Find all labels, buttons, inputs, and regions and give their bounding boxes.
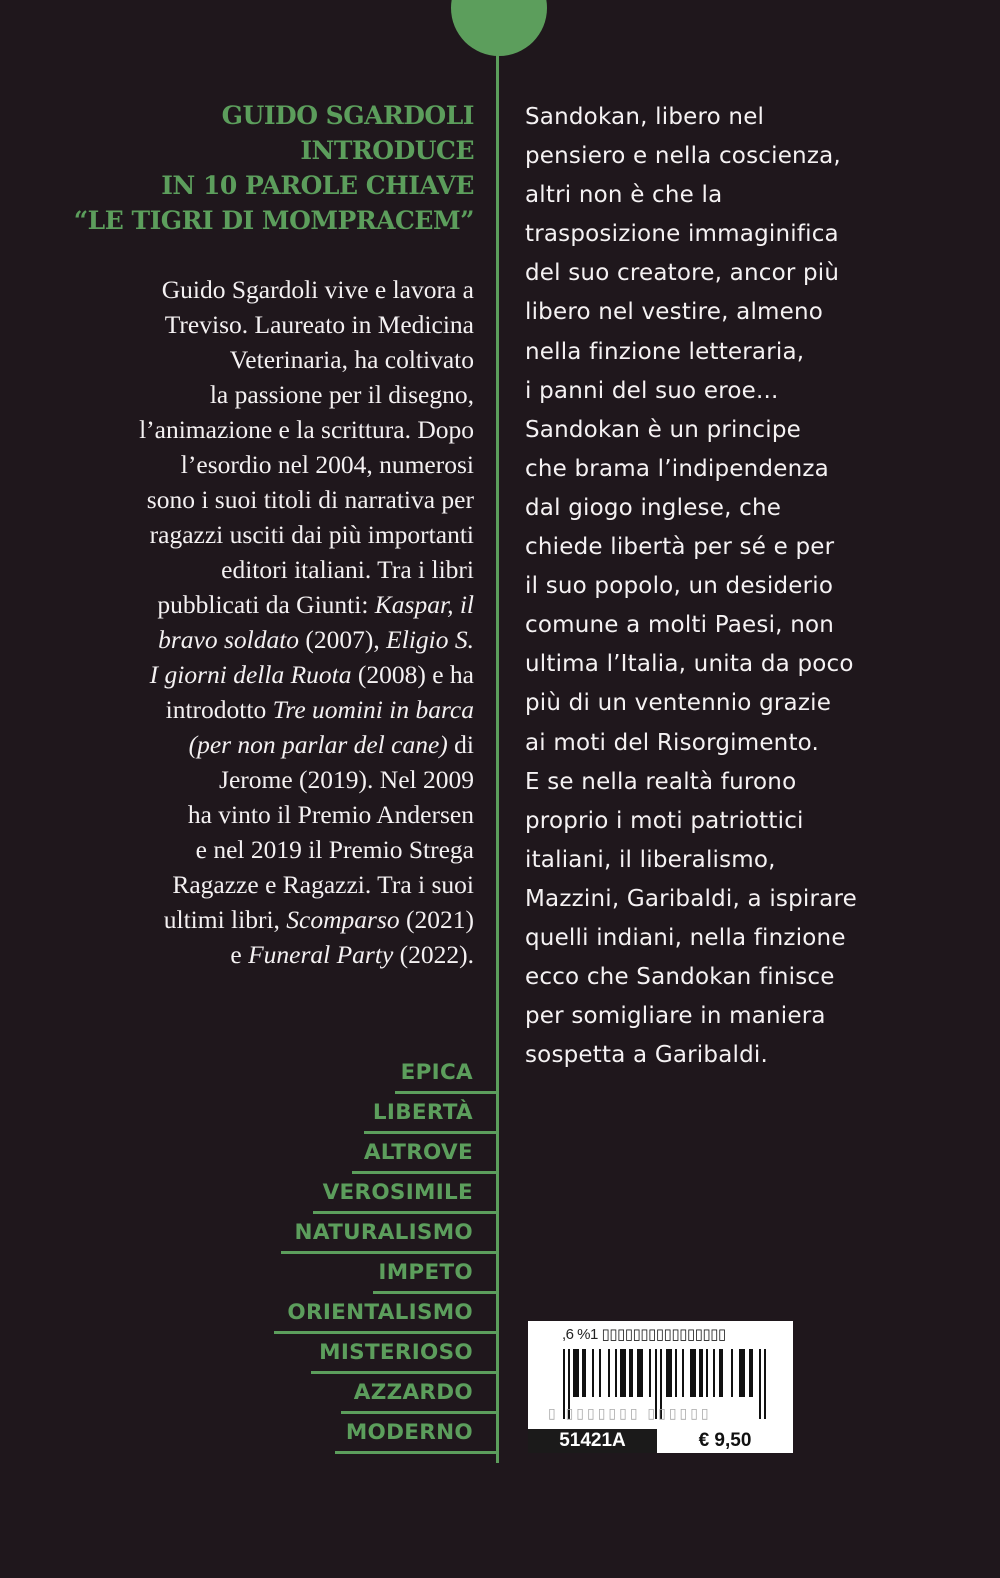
keyword-item [199, 1375, 499, 1415]
description-line: il suo popolo, un desiderio [525, 573, 834, 600]
keyword-underline [341, 1411, 499, 1414]
barcode-panel [528, 1321, 793, 1429]
keyword-underline [352, 1171, 499, 1174]
keyword-label: MISTERIOSO [319, 1340, 473, 1365]
bio-text: pubblicati da Giunti: [157, 590, 375, 619]
keyword-label: EPICA [400, 1060, 473, 1085]
description-line: italiani, il liberalismo, [525, 846, 776, 873]
heading-line: “LE TIGRI DI MOMPRACEM” [73, 206, 474, 235]
bio-line: ha vinto il Premio Andersen [187, 800, 474, 829]
bio-line [54, 727, 474, 762]
bio-text: introdotto [165, 695, 273, 724]
bio-text: (2021) [399, 905, 474, 934]
keyword-underline [395, 1091, 499, 1094]
description-line: più di un ventennio grazie [525, 690, 832, 717]
bio-line: l’esordio nel 2004, numerosi [180, 450, 474, 479]
book-title: Eligio S. [386, 625, 474, 654]
bio-line [54, 937, 474, 972]
keyword-item [199, 1055, 499, 1095]
barcode-top-text: ,6 %1 ▯▯▯▯▯▯▯▯▯▯▯▯▯▯▯▯ [562, 1326, 726, 1343]
bio-line: Ragazze e Ragazzi. Tra i suoi [172, 870, 474, 899]
keyword-label: AZZARDO [353, 1380, 473, 1405]
bio-line [54, 657, 474, 692]
description-line: E se nella realtà furono [525, 768, 797, 795]
author-bio [54, 272, 474, 972]
bio-line: Guido Sgardoli vive e lavora a [161, 275, 474, 304]
bio-line: ragazzi usciti dai più importanti [149, 520, 474, 549]
bio-text: (2022). [393, 940, 474, 969]
bio-line: Veterinaria, ha coltivato [229, 345, 474, 374]
description-line: libero nel vestire, almeno [525, 299, 824, 326]
description-line: trasposizione immaginifica [525, 221, 839, 248]
description-line: pensiero e nella coscienza, [525, 143, 841, 170]
bio-line: e nel 2019 il Premio Strega [195, 835, 474, 864]
description-line: Sandokan, libero nel [525, 104, 765, 130]
description-line: del suo creatore, ancor più [525, 260, 840, 287]
book-title: Scomparso [286, 905, 400, 934]
bio-text: (2007), [299, 625, 387, 654]
keyword-label: ALTROVE [363, 1140, 473, 1165]
description-line: nella finzione letteraria, [525, 338, 805, 365]
heading-line: INTRODUCE [300, 136, 474, 165]
bio-text: di [447, 730, 474, 759]
book-description [525, 98, 945, 1075]
book-title: Kaspar, il [374, 590, 474, 619]
keyword-item [199, 1095, 499, 1135]
description-line: che brama l’indipendenza [525, 455, 829, 482]
description-line: quelli indiani, nella finzione [525, 924, 846, 951]
product-code: 51421A [528, 1429, 657, 1453]
price-label: € 9,50 [657, 1429, 793, 1453]
keyword-label: VEROSIMILE [322, 1180, 473, 1205]
keyword-label: IMPETO [378, 1260, 473, 1285]
keyword-underline [364, 1131, 499, 1134]
heading-line: GUIDO SGARDOLI [221, 101, 474, 130]
description-line: Mazzini, Garibaldi, a ispirare [525, 885, 857, 912]
heading-line: IN 10 PAROLE CHIAVE [161, 171, 474, 200]
book-title: (per non parlar del cane) [188, 730, 448, 759]
bio-line: la passione per il disegno, [209, 380, 474, 409]
keyword-item [199, 1295, 499, 1335]
keyword-underline [313, 1211, 499, 1214]
keyword-item [199, 1215, 499, 1255]
keyword-underline [311, 1371, 499, 1374]
keyword-label: NATURALISMO [294, 1220, 473, 1245]
keyword-item [199, 1255, 499, 1295]
description-line: comune a molti Paesi, non [525, 612, 835, 639]
barcode-digits: ▯ ▯▯▯▯▯▯▯ ▯▯▯▯▯▯ [548, 1405, 712, 1421]
description-line: proprio i moti patriottici [525, 807, 804, 834]
bio-line: Jerome (2019). Nel 2009 [219, 765, 474, 794]
section-heading [54, 98, 474, 238]
description-line: Sandokan è un principe [525, 416, 801, 443]
keyword-underline [373, 1291, 499, 1294]
description-line: ai moti del Risorgimento. [525, 729, 820, 756]
description-line: ecco che Sandokan finisce [525, 964, 835, 991]
bio-text: e [230, 940, 249, 969]
keyword-label: ORIENTALISMO [287, 1300, 473, 1325]
description-line: sospetta a Garibaldi. [525, 1042, 768, 1069]
keyword-item [199, 1135, 499, 1175]
bio-line: l’animazione e la scrittura. Dopo [139, 415, 474, 444]
keyword-underline [274, 1331, 499, 1334]
keyword-underline [281, 1251, 499, 1254]
keyword-underline [335, 1451, 499, 1454]
book-title: Funeral Party [248, 940, 394, 969]
keyword-item [199, 1415, 499, 1455]
description-line: chiede libertà per sé e per [525, 534, 835, 561]
bio-line [54, 587, 474, 622]
barcode-label [528, 1313, 793, 1453]
keyword-list [199, 1055, 499, 1455]
book-title: Tre uomini in barca [272, 695, 474, 724]
bio-text: (2008) e ha [351, 660, 474, 689]
keyword-label: MODERNO [345, 1420, 473, 1445]
description-line: ultima l’Italia, unita da poco [525, 651, 854, 678]
bio-line: sono i suoi titoli di narrativa per [146, 485, 474, 514]
bio-line [54, 692, 474, 727]
bio-line: editori italiani. Tra i libri [221, 555, 474, 584]
book-title: bravo soldato [158, 625, 300, 654]
description-line: dal giogo inglese, che [525, 494, 782, 521]
green-circle-ornament [451, 0, 547, 56]
description-line: per somigliare in maniera [525, 1003, 826, 1030]
description-line: altri non è che la [525, 182, 723, 209]
bio-text: ultimi libri, [163, 905, 287, 934]
keyword-label: LIBERTÀ [372, 1100, 473, 1125]
book-title: I giorni della Ruota [149, 660, 352, 689]
bio-line: Treviso. Laureato in Medicina [164, 310, 474, 339]
keyword-item [199, 1335, 499, 1375]
bio-line [54, 902, 474, 937]
description-line: i panni del suo eroe... [525, 377, 779, 404]
bio-line [54, 622, 474, 657]
keyword-item [199, 1175, 499, 1215]
